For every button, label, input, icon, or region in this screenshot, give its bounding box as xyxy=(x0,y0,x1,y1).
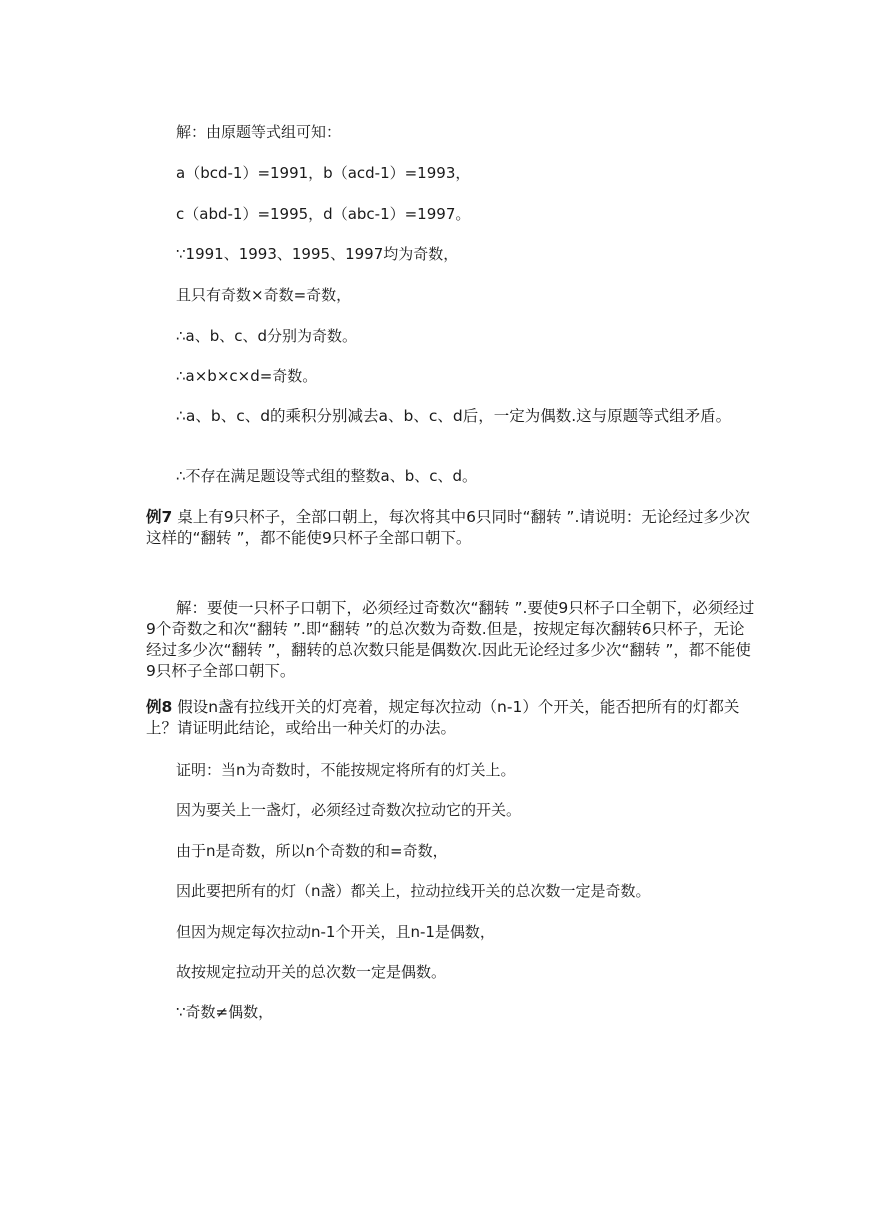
equation-line-2: c（abd-1）=1995，d（abc-1）=1997。 xyxy=(176,205,471,223)
abcd-odd-line: ∴a、b、c、d分别为奇数。 xyxy=(176,327,358,345)
product-odd-line: ∴a×b×c×d=奇数。 xyxy=(176,367,318,385)
proof-intro-line: 证明：当n为奇数时，不能按规定将所有的灯关上。 xyxy=(176,761,516,779)
proof-step-4: 但因为规定每次拉动n-1个开关，且n-1是偶数， xyxy=(176,923,495,941)
example7-problem-text: 桌上有9只杯子，全部口朝上，每次将其中6只同时“翻转 ”.请说明：无论经过多少次这样的“翻转 ”，都不能使9只杯子全部口朝下。 xyxy=(146,508,750,547)
equation-line-1: a（bcd-1）=1991，b（acd-1）=1993， xyxy=(176,164,471,182)
example8-label: 例8 xyxy=(146,698,173,716)
proof-step-2: 由于n是奇数，所以n个奇数的和=奇数， xyxy=(176,842,448,860)
example7-problem xyxy=(146,507,756,549)
example8-problem xyxy=(146,697,756,739)
proof-step-6: ∵奇数≠偶数， xyxy=(176,1003,274,1021)
example8-problem-text: 假设n盏有拉线开关的灯亮着，规定每次拉动（n-1）个开关，能否把所有的灯都关上？请证明此结论，或给出一种关灯的办法。 xyxy=(146,698,740,737)
only-odd-line: 且只有奇数×奇数=奇数， xyxy=(176,286,352,304)
conclusion-line: ∴不存在满足题设等式组的整数a、b、c、d。 xyxy=(176,467,478,485)
example7-label: 例7 xyxy=(146,508,173,526)
subtract-even-paragraph: ∴a、b、c、d的乘积分别减去a、b、c、d后，一定为偶数.这与原题等式组矛盾。 xyxy=(176,407,732,425)
because-odd-line: ∵1991、1993、1995、1997均为奇数， xyxy=(176,245,459,263)
proof-step-5: 故按规定拉动开关的总次数一定是偶数。 xyxy=(176,963,447,981)
proof-step-1: 因为要关上一盏灯，必须经过奇数次拉动它的开关。 xyxy=(176,801,522,819)
solution-intro: 解：由原题等式组可知： xyxy=(176,123,342,141)
example7-solution: 解：要使一只杯子口朝下，必须经过奇数次“翻转 ”.要使9只杯子口全朝下，必须经过9个奇数之和次“翻转 ”.即“翻转 ”的总次数为奇数.但是，按规定每次翻转6只杯子，无论经过多少次“翻转 ”，翻转的总次数只能是偶数次.因此无论经过多少次“翻转 ”，都不能使9只杯子全部口朝下。 xyxy=(146,599,755,680)
proof-step-3: 因此要把所有的灯（n盏）都关上，拉动拉线开关的总次数一定是奇数。 xyxy=(176,882,651,900)
